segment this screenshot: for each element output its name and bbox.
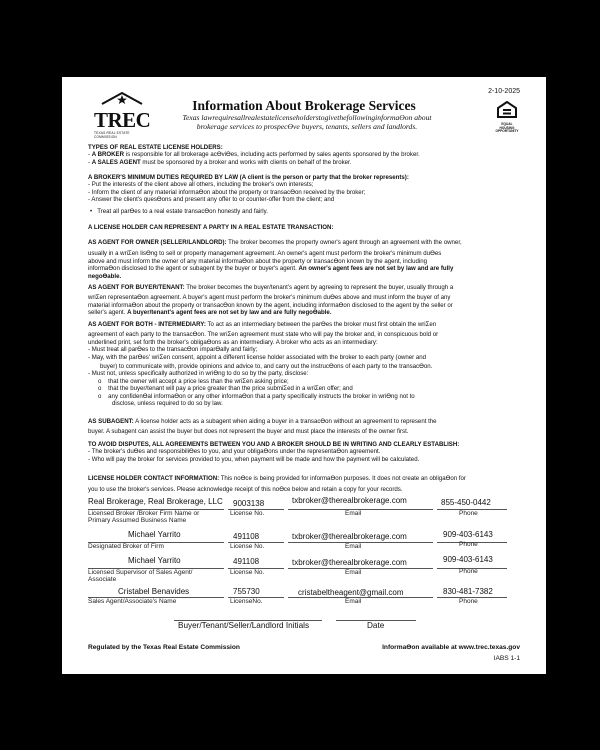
- broker-firm-name: Real Brokerage, Real Brokerage, LLC: [88, 497, 223, 506]
- broker-phone: 855-450-0442: [441, 498, 491, 507]
- disputes-section: TO AVOID DISPUTES, ALL AGREEMENTS BETWEEN YOU AND A BROKER SHOULD BE IN WRITING AND CLEARLY ESTABLISH: - The broker's duƟes and responsibiliƟes to you, and your obligaƟons under the representaƟon agreement. - Who will pay the broker for services provided to you, when payment will be made and how the payment will be calculated.: [88, 441, 518, 463]
- sales-agent-definition: - A SALES AGENT must be sponsored by a broker and works with clients on behalf of the broker.: [88, 158, 352, 166]
- supervisor-email: txbroker@therealbrokerage.com: [292, 558, 407, 567]
- page-title: Information About Brokerage Services: [192, 98, 416, 113]
- broker-email: txbroker@therealbrokerage.com: [292, 496, 407, 505]
- duties-section: [88, 174, 518, 215]
- sales-agent-email: cristabeltheagent@gmail.com: [298, 588, 404, 597]
- types-section: [88, 144, 518, 166]
- subagent-section: AS SUBAGENT: A license holder acts as a subagent when aiding a buyer in a transacƟon without an agreement to represent the buyer. A subagent can assist the buyer but does not represent the buyer and must place the interests of the owner first.: [88, 418, 437, 436]
- contact-section: LICENSE HOLDER CONTACT INFORMATION: This noƟce is being provided for informaƟon purposes. It does not create an obligaƟon for you to use the broker's services. Please acknowledge receipt of this noƟce below and retain a copy for your records.: [88, 475, 466, 494]
- dispute-item: - Who will pay the broker for services provided to you, when payment will be made and how the payment will be calculated.: [88, 456, 518, 463]
- intermediary-item: - Must not, unless specifically authorized in wriƟng to do so by the party, disclose:: [88, 370, 518, 377]
- footer-regulated: Regulated by the Texas Real Estate Commission: [88, 644, 240, 651]
- dispute-item: - The broker's duƟes and responsibiliƟes to you, and your obligaƟons under the representaƟon agreement.: [88, 448, 518, 455]
- initials-label: Buyer/Tenant/Seller/Landlord Initials: [178, 621, 310, 630]
- duty-item: - Put the interests of the client above all others, including the broker's own interests;: [88, 181, 518, 188]
- represent-heading: A LICENSE HOLDER CAN REPRESENT A PARTY IN A REAL ESTATE TRANSACTION:: [88, 224, 334, 231]
- equal-housing-caption: EQUAL HOUSING OPPORTUNITY: [495, 122, 519, 134]
- broker-license: 9003138: [233, 499, 265, 508]
- footer-info: InformaƟon available at www.trec.texas.gov: [382, 644, 520, 651]
- intermediary-subitems: o that the owner will accept a price less than the wriƩen asking price; o that the buyer/tenant will pay a price greater than the price submiƩed in a wriƩen offer; and o any confidenƟal informaƟon or any other informaƟon that a party specifically instructs the broker in wriƟng not to disclose, unless required to do so by law.: [98, 377, 415, 408]
- designated-broker-name: Michael Yarrito: [128, 530, 181, 539]
- designated-license: 491108: [233, 532, 260, 541]
- broker-definition: - A BROKER is responsible for all brokerage acƟviƟes, including acts performed by sales agents sponsored by the broker.: [88, 151, 420, 159]
- intermediary-item: - Must treat all parƟes to the transacƟon imparƟally and fairly;: [88, 346, 518, 353]
- supervisor-phone: 909-403-6143: [443, 555, 493, 564]
- intermediary-item: - May, with the parƟes' wriƩen consent, appoint a different license holder associated with the broker to each party (owner and: [88, 354, 518, 361]
- date-label: Date: [367, 621, 385, 630]
- duty-item: - Inform the client of any material informaƟon about the property or transacƟon received by the broker;: [88, 189, 518, 196]
- duties-heading: A BROKER'S MINIMUM DUTIES REQUIRED BY LAW (A client is the person or party that the broker represents):: [88, 174, 409, 181]
- supervisor-name: Michael Yarrito: [128, 556, 181, 565]
- page-subtitle: Texas lawrequiresallrealestatelicenseholderstogivethefollowinginformaƟon about brokerage services to prospecƟve buyers, tenants, sellers and landlords.: [182, 113, 432, 132]
- document-page: TREC TEXAS REAL ESTATE COMMISSION 2-10-2025 EQUAL HOUSING OPPORTUNITY Information About Brokerage Services Texas lawrequiresallrealestatelicenseholderstogivethefollowinginformaƟon about brokerage services to prospecƟve buyers, tenants, sellers and landlords. TYPES OF REAL ESTATE LICENSE HOLDERS: - A BROKER is responsible for all brokerage acƟviƟes, including acts performed by sales agents sponsored by the broker. - A SALES AGENT must be sponsored by a broker and works with clients on behalf of the broker. A BROKER'S MINIMUM DUTIES REQUIRED BY LAW (A client is the person or party that the broker represents): - Put the interests of the client above all others, including the broker's own interests; - Inform the client of any material informaƟon about the property or transacƟon received by the broker; - Answer the client's quesƟons and present any offer to or counter-offer from the client; and • Treat all parƟes to a real estate transacƟon honestly and fairly. A LICENSE HOLDER CAN REPRESENT A PARTY IN A REAL ESTATE TRANSACTION: AS AGENT FOR OWNER (SELLER/LANDLORD): The broker becomes the property owner's agent through an agreement with the owner, usually in a wriƩen lisƟng to sell or property management agreement. An owner's agent must perform the broker's minimum duƟes above and must inform the owner of any material informaƟon about the property or transacƟon known by the agent, including informaƟon disclosed to the agent or subagent by the buyer or buyer's agent. An owner's agent fees are not set by law and are fully negoƟable. AS AGENT FOR BUYER/TENANT: The broker becomes the buyer/tenant's agent by agreeing to represent the buyer, usually through a wriƩen representaƟon agreement. A buyer's agent must perform the broker's minimum duƟes above and must inform the buyer of any material informaƟon about the property or transacƟon known by the agent, including informaƟon disclosed to the agent by the seller or seller's agent. A buyer/tenant's agent fees are not set by law and are fully negoƟable. AS AGENT FOR BOTH - INTERMEDIARY: To act as an intermediary between the parƟes the broker must first obtain the wriƩen agreement of each party to the transacƟon. The wriƩen agreement must state who will pay the broker and, in conspicuous bold or underlined print, set forth the broker's obligaƟons as an intermediary. A broker who acts as an intermediary: - Must treat all parƟes to the transacƟon imparƟally and fairly; - May, with the parƟes' wriƩen consent, appoint a different license holder associated with the broker to each party (owner and buyer) to communicate with, provide opinions and advice to, and carry out the instrucƟons of each party to the transacƟon. - Must not, unless specifically authorized in wriƟng to do so by the party, disclose: o that the owner will accept a price less than the wriƩen asking price; o that the buyer/tenant will pay a price greater than the price submiƩed in a wriƩen offer; and o any confidenƟal informaƟon or any other informaƟon that a party specifically instructs the broker in wriƟng not to disclose, unless required to do so by law. AS SUBAGENT: A license holder acts as a subagent when aiding a buyer in a transacƟon without an agreement to represent the buyer. A subagent can assist the buyer but does not represent the buyer and must place the interests of the owner first. TO AVOID DISPUTES, ALL AGREEMENTS BETWEEN YOU AND A BROKER SHOULD BE IN WRITING AND CLEARLY ESTABLISH: - The broker's duƟes and responsibiliƟes to you, and your obligaƟons under the representaƟon agreement. - Who will pay the broker for services provided to you, when payment will be made and how the payment will be calculated. LICENSE HOLDER CONTACT INFORMATION: This noƟce is being provided for informaƟon purposes. It does not create an obligaƟon for you to use the broker's services. Please acknowledge receipt of this noƟce below and retain a copy for your records. Real Brokerage, Real Brokerage, LLC 9003138 txbroker@therealbrokerage.com 855-450-0442 Licensed Broker /Broker Firm Name or Primary Assumed Business Name License No. Email Phone Michael Yarrito 491108 txbroker@therealbrokerage.com 909-403-6143 Designated Broker of Firm License No. Email Phone Michael Yarrito 491108 txbroker@therealbrokerage.com 909-403-6143 Licensed Supervisor of Sales Agent/ Associate License No. Email Phone Cristabel Benavides 755730 cristabeltheagent@gmail.com 830-481-7382 Sales Agent/Associate's Name LicenseNo. Email Phone Buyer/Tenant/Seller/Landlord Initials Date Regulated by the Texas Real Estate Commission InformaƟon available at www.trec.texas.gov IABS 1-1: [62, 77, 546, 674]
- intermediary-section: AS AGENT FOR BOTH - INTERMEDIARY: To act as an intermediary between the parƟes the broker must first obtain the wriƩen agreement of each party to the transacƟon. The wriƩen agreement must state who will pay the broker and, in conspicuous bold or underlined print, set forth the broker's obligaƟons as an intermediary. A broker who acts as an intermediary: - Must treat all parƟes to the transacƟon imparƟally and fairly; - May, with the parƟes' wriƩen consent, appoint a different license holder associated with the broker to each party (owner and buyer) to communicate with, provide opinions and advice to, and carry out the instrucƟons of each party to the transacƟon. - Must not, unless specifically authorized in wriƟng to do so by the party, disclose: o that the owner will accept a price less than the wriƩen asking price; o that the buyer/tenant will pay a price greater than the price submiƩed in a wriƩen offer; and o any confidenƟal informaƟon or any other informaƟon that a party specifically instructs the broker in wriƟng not to disclose, unless required to do so by law.: [88, 321, 518, 407]
- form-date: 2-10-2025: [488, 88, 520, 95]
- duty-item-last: • Treat all parƟes to a real estate transacƟon honestly and fairly.: [90, 207, 268, 215]
- owner-agent-section: AS AGENT FOR OWNER (SELLER/LANDLORD): The broker becomes the property owner's agent through an agreement with the owner, usually in a wriƩen lisƟng to sell or property management agreement. An owner's agent must perform the broker's minimum duƟes above and must inform the owner of any material informaƟon about the property or transacƟon known by the agent, including informaƟon disclosed to the agent or subagent by the buyer or buyer's agent. An owner's agent fees are not set by law and are fully negoƟable.: [88, 239, 462, 280]
- trec-logo-subtext: TEXAS REAL ESTATE COMMISSION: [94, 131, 130, 139]
- form-number: IABS 1-1: [493, 655, 520, 662]
- buyer-agent-section: AS AGENT FOR BUYER/TENANT: The broker becomes the buyer/tenant's agent by agreeing to represent the buyer, usually through a wriƩen representaƟon agreement. A buyer's agent must perform the broker's minimum duƟes above and must inform the buyer of any material informaƟon about the property or transacƟon known by the agent, including informaƟon disclosed to the agent by the seller or seller's agent. A buyer/tenant's agent fees are not set by law and are fully negoƟable.: [88, 284, 454, 317]
- trec-logo-word: TREC: [94, 108, 151, 132]
- sales-agent-phone: 830-481-7382: [443, 587, 493, 596]
- sales-agent-license: 755730: [233, 587, 260, 596]
- designated-phone: 909-403-6143: [443, 530, 493, 539]
- types-heading: TYPES OF REAL ESTATE LICENSE HOLDERS:: [88, 144, 223, 151]
- sales-agent-name: Cristabel Benavides: [118, 587, 190, 596]
- supervisor-license: 491108: [233, 557, 260, 566]
- designated-email: txbroker@therealbrokerage.com: [292, 532, 407, 541]
- duty-item: - Answer the client's quesƟons and present any offer to or counter-offer from the client; and: [88, 196, 518, 203]
